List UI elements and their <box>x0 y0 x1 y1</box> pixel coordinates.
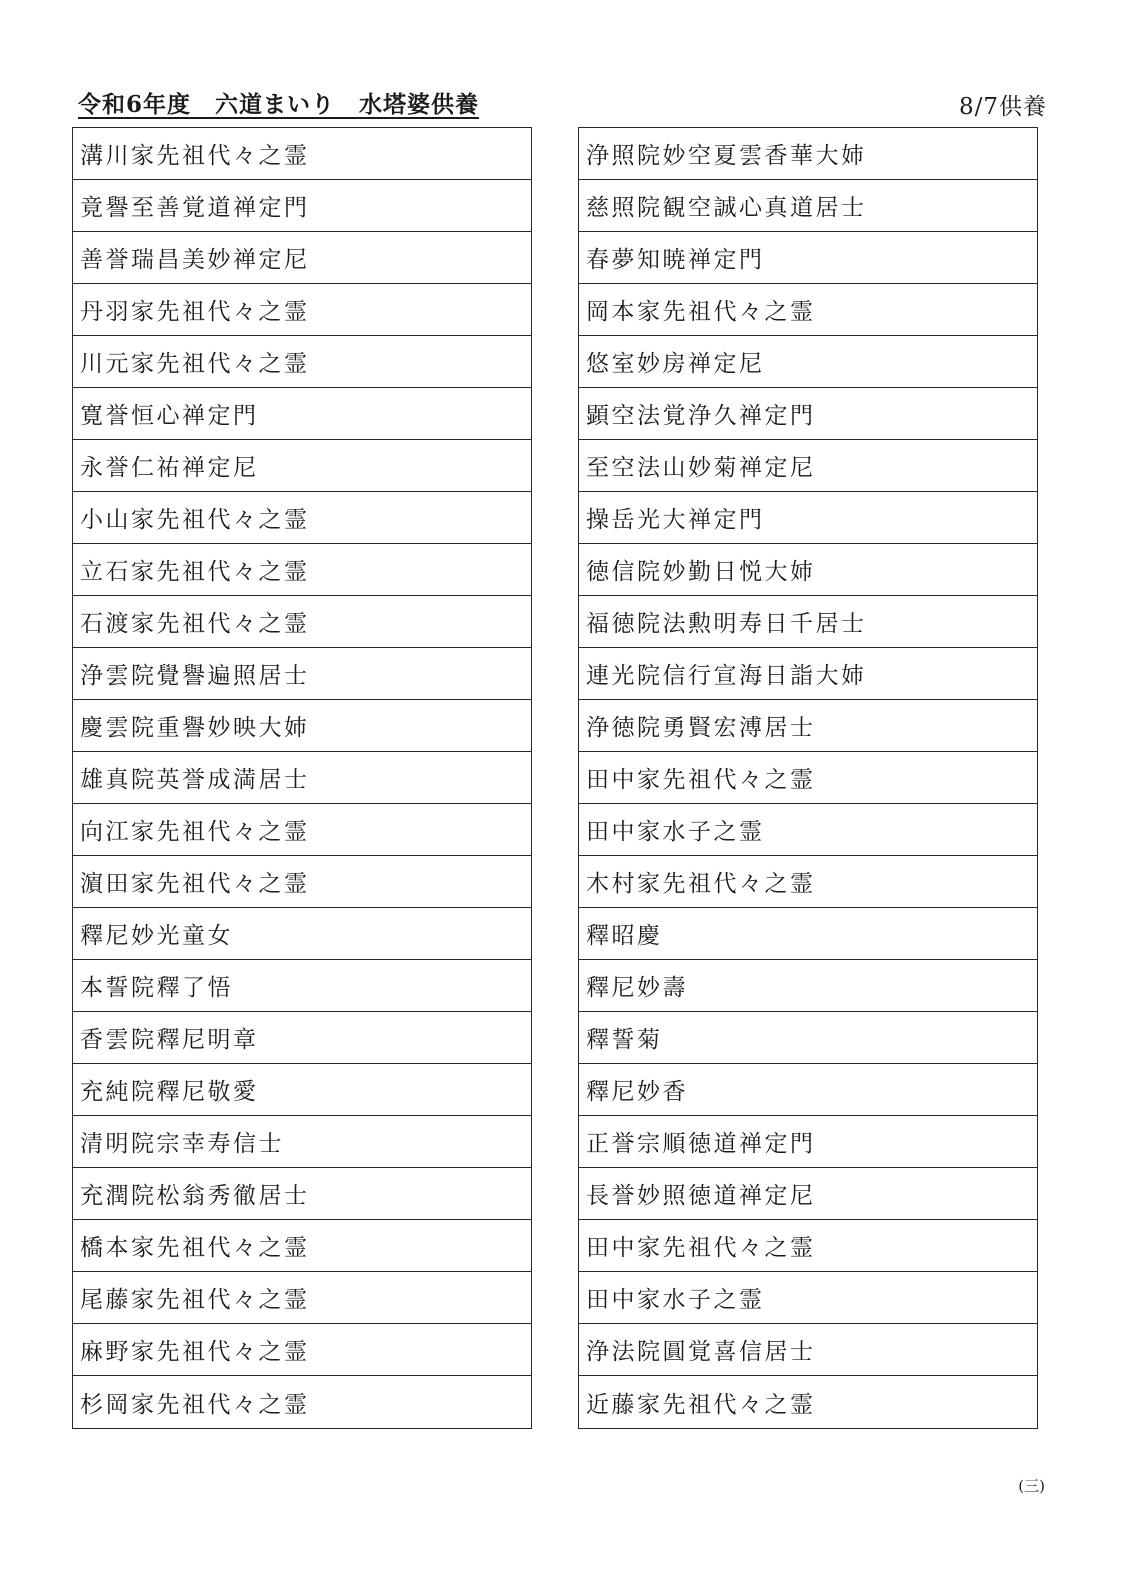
name-cell: 田中家先祖代々之霊 <box>579 1220 1037 1272</box>
name-cell: 充純院釋尼敬愛 <box>73 1064 531 1116</box>
name-cell: 田中家先祖代々之霊 <box>579 752 1037 804</box>
name-cell: 丹羽家先祖代々之霊 <box>73 284 531 336</box>
name-cell: 杉岡家先祖代々之霊 <box>80 1391 310 1418</box>
name-cell: 近藤家先祖代々之霊 <box>586 1391 816 1418</box>
name-cell: 永誉仁祐禅定尼 <box>73 440 531 492</box>
name-cell: 麻野家先祖代々之霊 <box>73 1324 531 1376</box>
left-name-table <box>72 127 532 1429</box>
name-cell: 岡本家先祖代々之霊 <box>579 284 1037 336</box>
name-cell: 至空法山妙菊禅定尼 <box>579 440 1037 492</box>
name-cell: 長誉妙照徳道禅定尼 <box>579 1168 1037 1220</box>
name-cell: 釋尼妙光童女 <box>73 908 531 960</box>
name-cell: 慶雲院重譽妙映大姉 <box>73 700 531 752</box>
name-cell: 本誓院釋了悟 <box>73 960 531 1012</box>
right-name-table <box>578 127 1038 1429</box>
name-cell: 濵田家先祖代々之霊 <box>73 856 531 908</box>
name-cell: 田中家水子之霊 <box>579 1272 1037 1324</box>
name-cell: 浄照院妙空夏雲香華大姉 <box>579 128 1037 180</box>
name-cell: 釋尼妙壽 <box>579 960 1037 1012</box>
name-cell: 立石家先祖代々之霊 <box>73 544 531 596</box>
name-cell: 徳信院妙勤日悦大姉 <box>579 544 1037 596</box>
name-cell: 浄雲院覺譽遍照居士 <box>73 648 531 700</box>
name-cell: 慈照院観空誠心真道居士 <box>579 180 1037 232</box>
name-cell: 釋尼妙香 <box>579 1064 1037 1116</box>
name-cell: 福徳院法勲明寿日千居士 <box>579 596 1037 648</box>
name-cell: 石渡家先祖代々之霊 <box>73 596 531 648</box>
name-cell: 尾藤家先祖代々之霊 <box>73 1272 531 1324</box>
name-cell: 操岳光大禅定門 <box>579 492 1037 544</box>
name-cell: 橋本家先祖代々之霊 <box>73 1220 531 1272</box>
name-cell: 正誉宗順徳道禅定門 <box>579 1116 1037 1168</box>
memorial-date: 8/7供養 <box>958 94 1047 120</box>
name-cell: 小山家先祖代々之霊 <box>73 492 531 544</box>
document-title: 令和6年度 六道まいり 水塔婆供養 <box>78 91 480 118</box>
name-cell: 寛誉恒心禅定門 <box>73 388 531 440</box>
name-cell: 釋誓菊 <box>579 1012 1037 1064</box>
name-cell: 竟譽至善覚道禅定門 <box>73 180 531 232</box>
name-cell: 田中家水子之霊 <box>579 804 1037 856</box>
name-cell: 浄法院圓覚喜信居士 <box>579 1324 1037 1376</box>
name-cell: 善誉瑞昌美妙禅定尼 <box>73 232 531 284</box>
name-cell: 溝川家先祖代々之霊 <box>73 128 531 180</box>
name-cell: 川元家先祖代々之霊 <box>73 336 531 388</box>
name-cell: 清明院宗幸寿信士 <box>73 1116 531 1168</box>
name-cell: 釋昭慶 <box>579 908 1037 960</box>
name-cell: 香雲院釋尼明章 <box>73 1012 531 1064</box>
name-cell: 充潤院松翁秀徹居士 <box>73 1168 531 1220</box>
name-cell: 顕空法覚浄久禅定門 <box>579 388 1037 440</box>
name-cell: 悠室妙房禅定尼 <box>579 336 1037 388</box>
name-cell: 木村家先祖代々之霊 <box>579 856 1037 908</box>
name-cell: 春夢知暁禅定門 <box>579 232 1037 284</box>
name-cell: 向江家先祖代々之霊 <box>73 804 531 856</box>
name-cell: 連光院信行宣海日詣大姉 <box>579 648 1037 700</box>
page-number: (三) <box>1018 1477 1045 1495</box>
name-cell: 雄真院英誉成満居士 <box>73 752 531 804</box>
name-cell: 浄徳院勇賢宏溥居士 <box>579 700 1037 752</box>
